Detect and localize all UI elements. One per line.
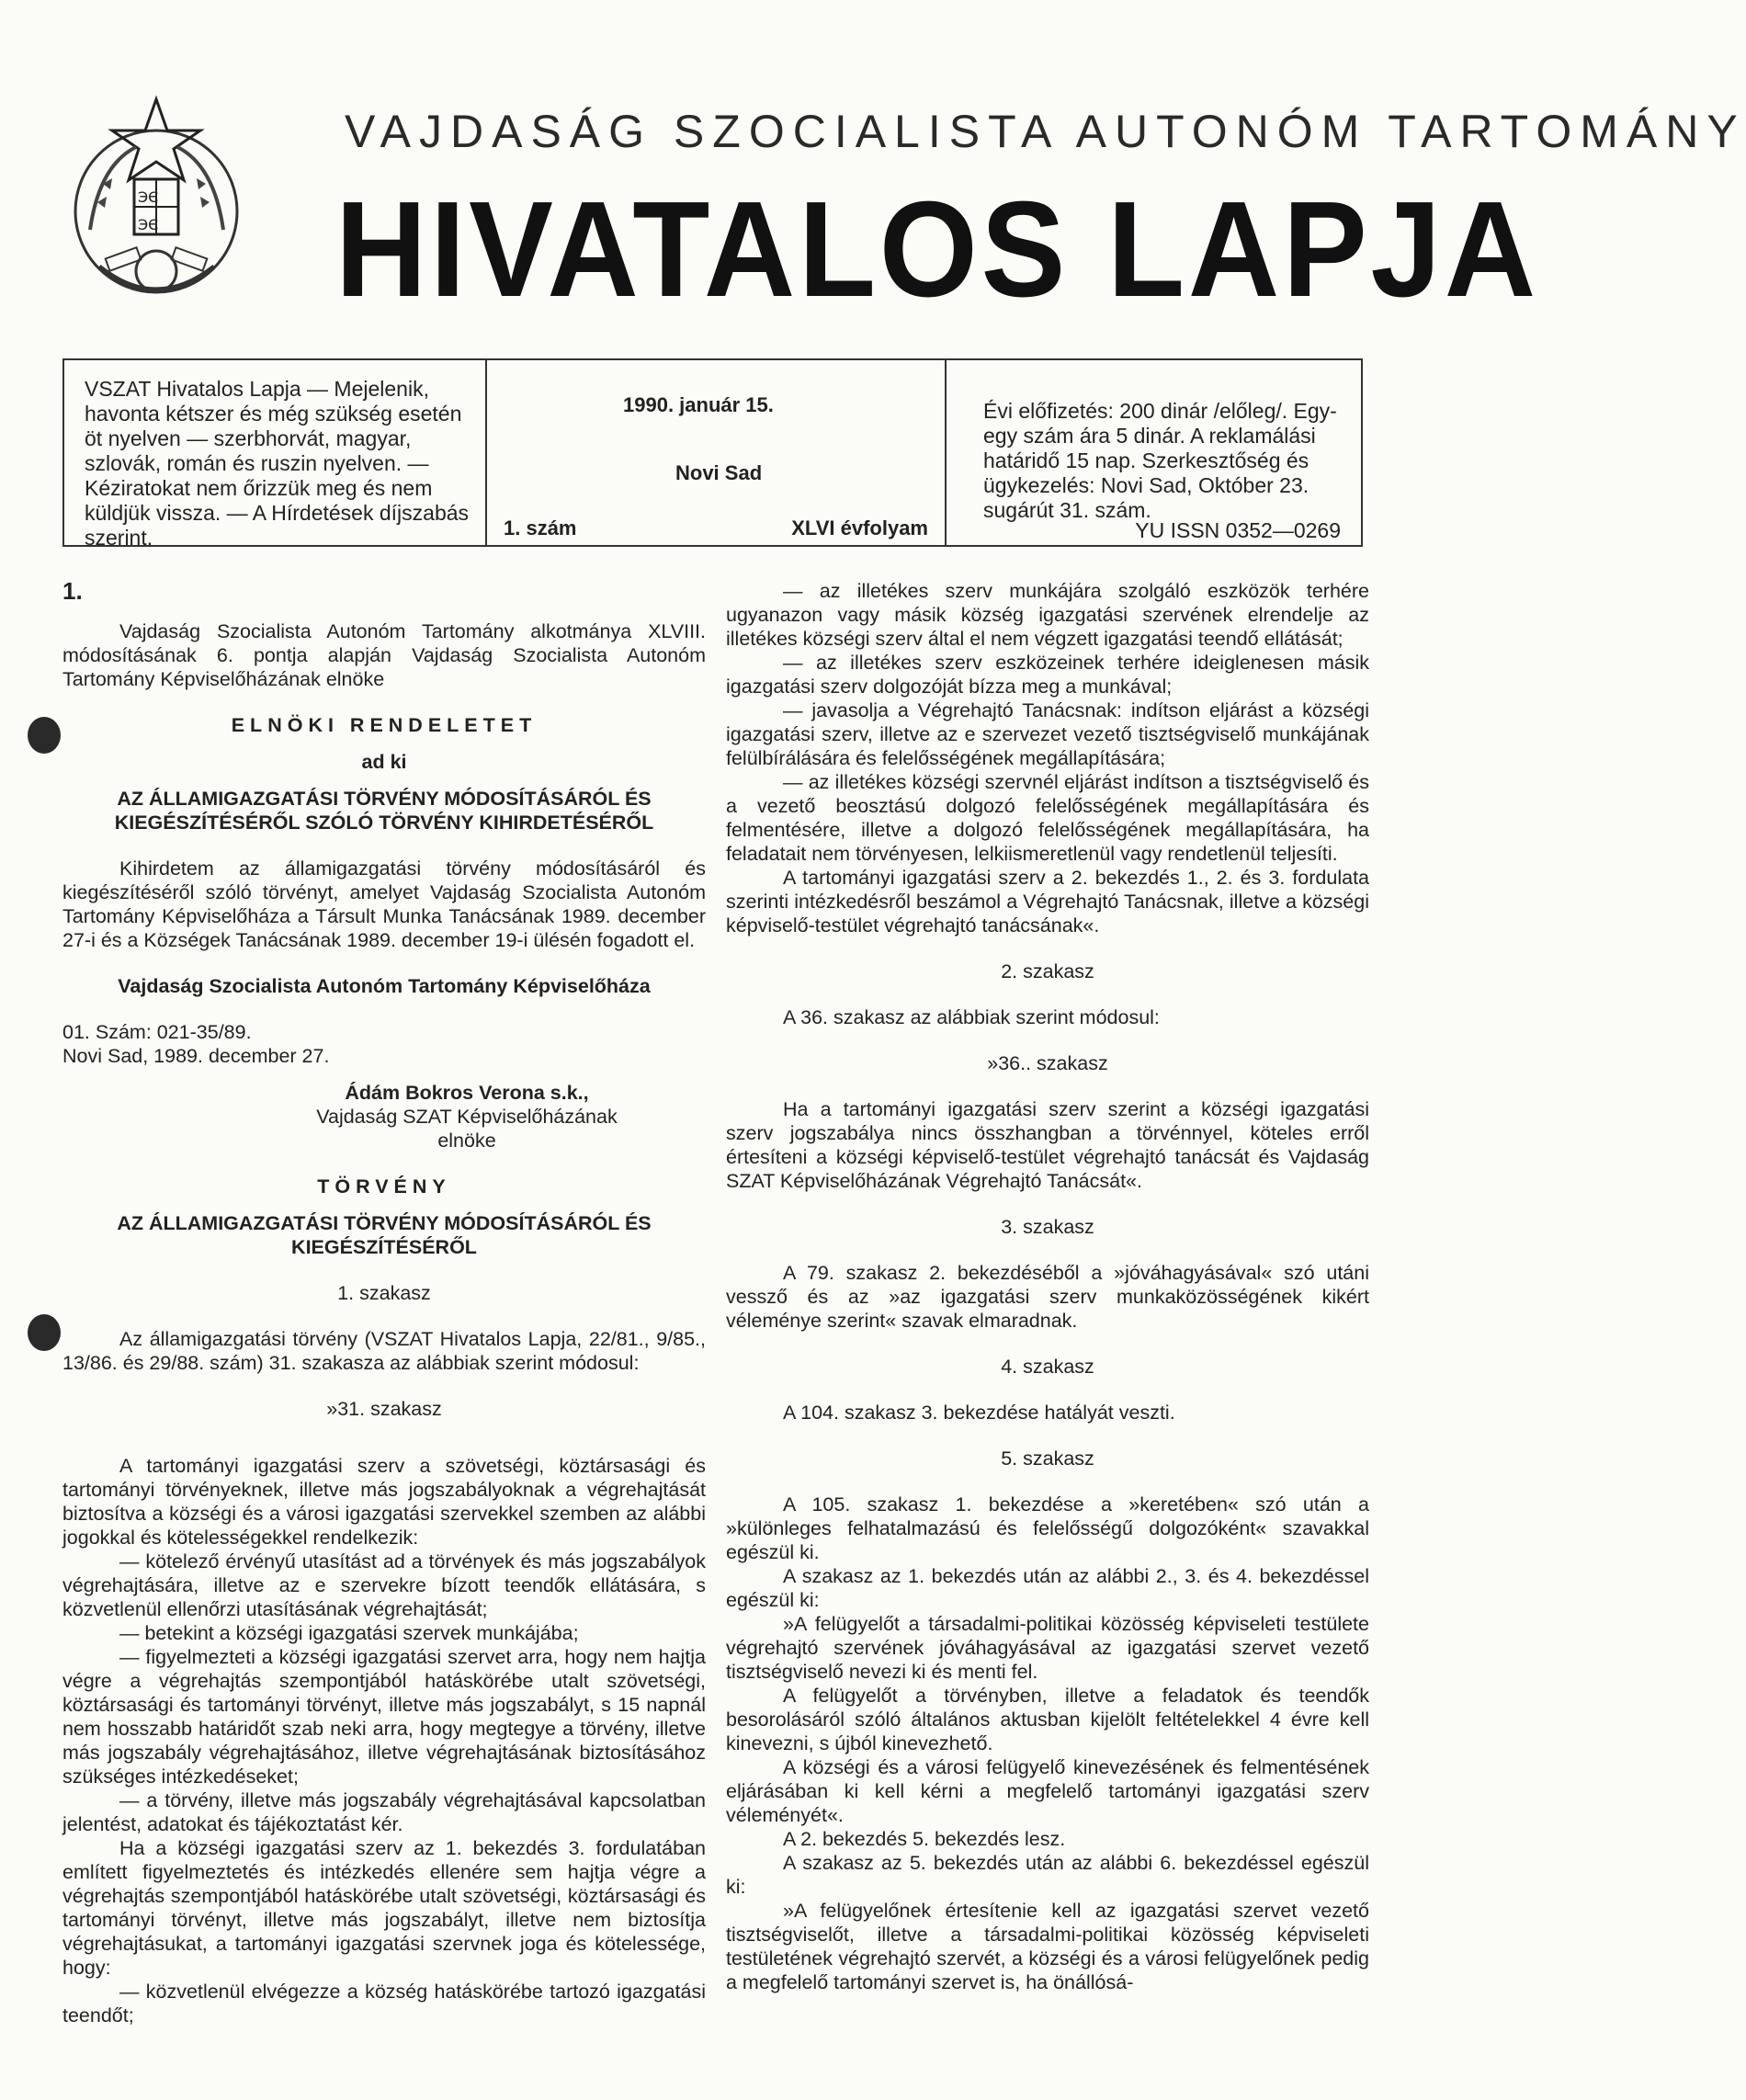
decree-title: ELNÖKI RENDELETET (231, 714, 538, 736)
list-item: — javasolja a Végrehajtó Tanácsnak: indítson eljárást a községi igazgatási szerv, illetve az e szervezet vezető tisztségviselő munkájának felülbírálására és felelősségének megállapítására; (726, 699, 1369, 769)
issue-place: Novi Sad (675, 461, 763, 484)
masthead-title: HIVATALOS LAPJA (335, 174, 1539, 325)
section-text: A felügyelőt a törvényben, illetve a feladatok és teendők besorolásáról szóló általános aktusban kijelölt feltételekkel 4 évre kell kinevezni, s újból kinevezhető. (726, 1685, 1369, 1754)
section-text: A 104. szakasz 3. bekezdése hatályát veszti. (783, 1402, 1175, 1424)
issue-number: 1. szám (504, 516, 577, 539)
list-item: — kötelező érvényű utasítást ad a törvények és más jogszabályok végrehajtására, illetve az e szervekre bízott teendők ellátására, s közvetlenül ellenőrzi utasításának végrehajtását; (62, 1550, 706, 1620)
assembly-name: Vajdaság Szocialista Autonóm Tartomány Képviselőháza (118, 975, 651, 997)
decree-ad-ki: ad ki (361, 751, 407, 773)
intro-paragraph: Vajdaság Szocialista Autonóm Tartomány alkotmánya XLVIII. módosításának 6. pontja alapján Vajdaság Szocialista Autonóm Tartomány Képviselőházának elnöke (62, 620, 706, 690)
section-text: Az államigazgatási törvény (VSZAT Hivatalos Lapja, 22/81., 9/85., 13/86. és 29/88. szám) 31. szakasza az alábbiak szerint módosul: (62, 1328, 706, 1374)
law-subject: AZ ÁLLAMIGAZGATÁSI TÖRVÉNY MÓDOSÍTÁSÁRÓL ÉS KIEGÉSZÍTÉSÉRŐL (117, 1212, 652, 1258)
issue-date: 1990. január 15. (623, 393, 774, 416)
decree-subject: AZ ÁLLAMIGAZGATÁSI TÖRVÉNY MÓDOSÍTÁSÁRÓL ÉS KIEGÉSZÍTÉSÉRŐL SZÓLÓ TÖRVÉNY KIHIRDETÉSÉRŐL (114, 788, 654, 834)
signer-name: Ádám Bokros Verona s.k., (345, 1082, 589, 1104)
section-heading: 3. szakasz (1001, 1216, 1094, 1238)
section-heading: 2. szakasz (1001, 960, 1094, 982)
signer-role-2: elnöke (437, 1129, 496, 1152)
right-column (726, 579, 1369, 1994)
section-text: A 105. szakasz 1. bekezdése a »keretében« szó után a »különleges felhatalmazású és felelősségű dolgozóként« szavakkal egészül ki. (726, 1493, 1369, 1563)
svg-text:ЭЄ: ЭЄ (138, 188, 159, 206)
reference-place-date: Novi Sad, 1989. december 27. (62, 1045, 330, 1067)
issue-details (487, 360, 947, 545)
list-item: — az illetékes szerv munkájára szolgáló eszközök terhére ugyanazon vagy másik község igazgatási szervének elrendelje az illetékes községi szerv által el nem végzett igazgatási teendő ellátását; (726, 580, 1369, 650)
punch-hole (28, 717, 61, 754)
document-number: 1. (62, 577, 83, 605)
section-heading: 5. szakasz (1001, 1447, 1094, 1470)
section-text: »A felügyelőnek értesítenie kell az igazgatási szervet vezető tisztségviselőt, illetve a társadalmi-politikai közösség képviseleti testületének végrehajtó szervét, a községi és a városi felügyelőnek pedig a megfelelő tartományi szervet is, ha önállósá- (726, 1900, 1369, 1993)
section-text: A 2. bekezdés 5. bekezdés lesz. (783, 1828, 1066, 1850)
list-item: — az illetékes községi szervnél eljárást indítson a tisztségviselő és a vezető beosztású dolgozó felelősségének megállapítására és felmentésére, illetve a dolgozó felelősségének megállapítására, ha feladatait nem törvényesen, lelkiismeretlenül vagy rendetlenül teljesíti. (726, 771, 1369, 865)
section-text: Ha a tartományi igazgatási szerv szerint a községi igazgatási szerv jogszabálya nincs összhangban a törvénnyel, köteles erről értesíteni a községi képviselő-testület végrehajtó tanácsát és Vajdaság SZAT Képviselőházának Végrehajtó Tanácsát«. (726, 1098, 1369, 1192)
section-text: A szakasz az 1. bekezdés után az alábbi 2., 3. és 4. bekezdéssel egészül ki: (726, 1565, 1369, 1611)
list-item: — a törvény, illetve más jogszabály végrehajtásával kapcsolatban jelentést, adatokat és tájékoztatást kér. (62, 1789, 706, 1835)
law-title: TÖRVÉNY (317, 1175, 451, 1198)
signer-role: Vajdaság SZAT Képviselőházának (316, 1106, 618, 1128)
list-item: — az illetékes szerv eszközeinek terhére ideiglenesen másik igazgatási szerv dolgozóját bízza meg a munkával; (726, 652, 1369, 698)
section-text: A 79. szakasz 2. bekezdéséből a »jóváhagyásával« szó utáni vessző és az »az igazgatási szerv munkaközösségének kikért véleménye szerint« szavak elmaradnak. (726, 1262, 1369, 1332)
subscription-info (947, 360, 1361, 545)
section-text: Ha a községi igazgatási szerv az 1. bekezdés 3. fordulatában említett figyelmeztetés és intézkedés ellenére sem hajtja végre a végrehajtás szempontjából hatáskörébe utalt szövetségi, köztársasági és tartományi törvényt, illetve más jogszabályt, illetve nem biztosítja végrehajtásukat, a tartományi igazgatási szervnek joga és kötelessége, hogy: (62, 1837, 706, 1979)
section-heading: »31. szakasz (326, 1398, 442, 1420)
section-text: A tartományi igazgatási szerv a szövetségi, köztársasági és tartományi törvényeknek, illetve más jogszabályoknak a végrehajtását biztosítva a községi és a városi igazgatási szervekkel szemben az alábbi jogokkal és kötelességekkel rendelkezik: (62, 1455, 706, 1549)
section-heading: »36.. szakasz (987, 1052, 1108, 1074)
section-heading: 1. szakasz (337, 1282, 431, 1304)
subscription-text: Évi előfizetés: 200 dinár /előleg/. Egy-egy szám ára 5 dinár. A reklamálási határidő 15 nap. Szerkesztőség és ügykezelés: Novi Sad, Október 23. sugárút 31. szám. (983, 399, 1337, 522)
section-text: A tartományi igazgatási szerv a 2. bekezdés 1., 2. és 3. fordulata szerinti intézkedésről beszámol a Végrehajtó Tanácsnak, illetve a községi képviselő-testület végrehajtó tanácsának«. (726, 867, 1369, 936)
signature-block (62, 1081, 706, 1152)
list-item: — betekint a községi igazgatási szervek munkájába; (119, 1622, 579, 1644)
issue-volume: XLVI évfolyam (791, 516, 928, 539)
publication-info-box (62, 358, 1363, 550)
list-item: — közvetlenül elvégezze a község hatáskörébe tartozó igazgatási teendőt; (62, 1981, 706, 2026)
section-text: »A felügyelőt a társadalmi-politikai közösség képviseleti testülete végrehajtó szervének jóváhagyásával az igazgatási szervet vezető tisztségviselő nevezi ki és menti fel. (726, 1613, 1369, 1683)
list-item: — figyelmezteti a községi igazgatási szervet arra, hogy nem hajtja végre a végrehajtás szempontjából hatáskörébe utalt szövetségi, köztársasági és tartományi törvényt, illetve más jogszabályt, s 15 napnál nem hosszabb határidőt szab neki arra, hogy megtegye a törvény, illetve más jogszabály végrehajtásához, illetve végrehajtásának biztosításához szükséges intézkedéseket; (62, 1646, 706, 1788)
reference-number: 01. Szám: 021-35/89. (62, 1021, 252, 1043)
left-column (62, 579, 706, 2027)
section-text: A szakasz az 5. bekezdés után az alábbi 6. bekezdéssel egészül ki: (726, 1852, 1369, 1898)
punch-hole (28, 1314, 61, 1351)
issn-number: YU ISSN 0352—0269 (1135, 518, 1341, 542)
masthead-subtitle: VAJDASÁG SZOCIALISTA AUTONÓM TARTOMÁNY (345, 106, 1746, 157)
section-text: A 36. szakasz az alábbiak szerint módosul: (783, 1006, 1160, 1028)
svg-text:ЭЄ: ЭЄ (138, 216, 159, 233)
promulgation-paragraph: Kihirdetem az államigazgatási törvény módosításáról és kiegészítéséről szóló törvényt, amelyet Vajdaság Szocialista Autonóm Tartomány Képviselőháza a Társult Munka Tanácsának 1989. december 27-i és a Községek Tanácsának 1989. december 19-i ülésén fogadott el. (62, 857, 706, 951)
publication-notice: VSZAT Hivatalos Lapja — Mejelenik, havonta kétszer és még szükség esetén öt nyelven — szerbhorvát, magyar, szlovák, román és ruszin nyelven. — Kéziratokat nem őrizzük meg és nem küldjük vissza. — A Hírdetések díjszabás szerint. (64, 360, 487, 545)
section-text: A községi és a városi felügyelő kinevezésének és felmentésének eljárásában ki kell kérni a megfelelő tartományi igazgatási szerv véleményét«. (726, 1756, 1369, 1826)
coat-of-arms-emblem (72, 92, 242, 308)
section-heading: 4. szakasz (1001, 1356, 1094, 1378)
